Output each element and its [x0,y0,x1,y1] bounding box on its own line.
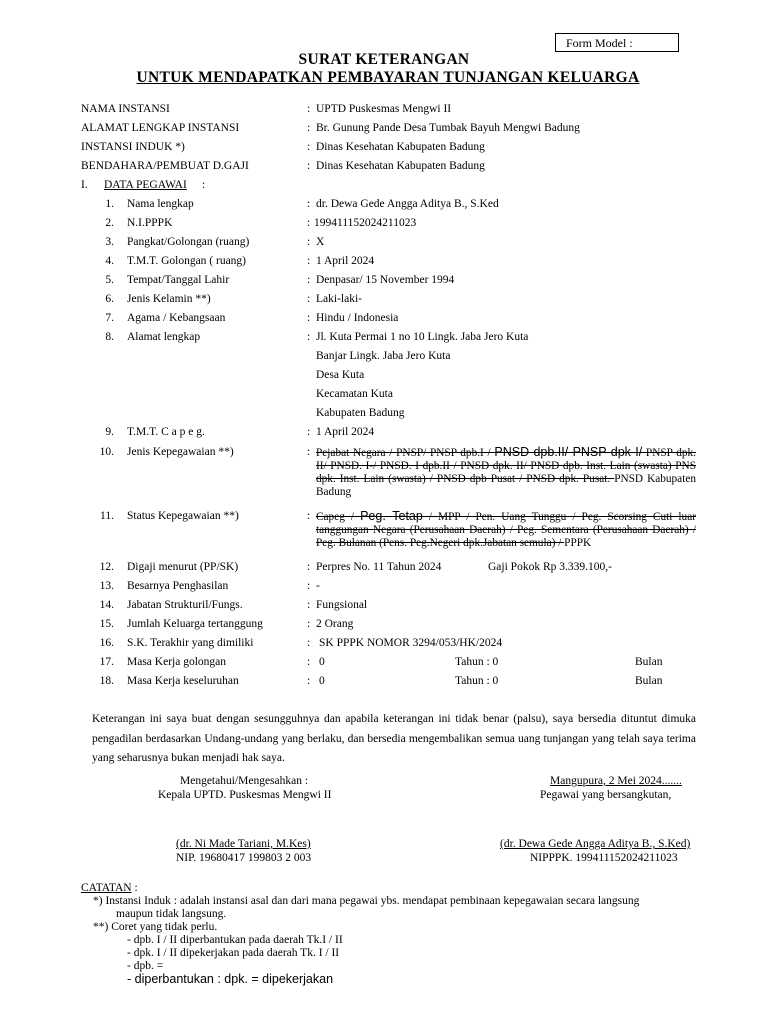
approver-title: Kepala UPTD. Puskesmas Mengwi II [158,789,332,801]
item-number: 9. [105,426,114,438]
colon: : [307,236,311,248]
struck-option: Peg. Tetap [360,509,423,523]
colon: : [307,656,311,668]
colon: : [307,510,311,522]
item-value: Jl. Kuta Permai 1 no 10 Lingk. Jaba Jero Kuta [316,331,529,343]
approver-nip: NIP. 19680417 199803 2 003 [176,852,312,864]
item-number: 3. [105,236,114,248]
years-value: Tahun : 0 [455,675,499,687]
item-value: 2 Orang [316,618,354,630]
header-value: UPTD Puskesmas Mengwi II [316,103,452,115]
statement-paragraph: Keterangan ini saya buat dengan sesungguhnya dan apabila keterangan ini tidak benar (palsu), saya bersedia dituntut dimuka pengadilan berdasarkan Undang-undang yang berlaku, dan bersedia mengembalikan semua uang tunjangan yang telah saya terima yang seharusnya bukan menjadi hak saya. [92,713,696,764]
colon: : [307,217,311,229]
colon: : [307,141,311,153]
header-label: NAMA INSTANSI [81,103,170,115]
months-label: Bulan [635,656,663,668]
item-label: Alamat lengkap [127,331,201,343]
item-value: 1 April 2024 [316,255,375,267]
item-number: 11. [100,510,114,522]
months-label: Bulan [635,675,663,687]
section-title: DATA PEGAWAI [104,179,187,191]
item-number: 14. [99,599,114,611]
place-date-dots: ....... [661,775,682,787]
header-label: ALAMAT LENGKAP INSTANSI [81,122,240,134]
note-list-item: - diperbantukan : dpk. = dipekerjakan [127,972,334,986]
item-label: Masa Kerja keseluruhan [127,675,239,687]
note-list-item: - dpb. I / II diperbantukan pada daerah Tk.I / II [127,934,343,946]
colon: : [307,331,311,343]
form-model-box: Form Model : [555,33,679,52]
item-value: Fungsional [316,599,368,611]
item-number: 7. [105,312,114,324]
struck-option: Pejabat Negara / PNSP/ PNSP dpb.I / [316,447,495,459]
colon: : [307,122,311,134]
address-line: Kabupaten Badung [316,407,405,419]
item-value: Hindu / Indonesia [316,312,399,324]
employment-status-options [316,510,696,550]
item-label: Nama lengkap [127,198,194,210]
item-number: 2. [105,217,114,229]
item-value: 1 April 2024 [316,426,375,438]
colon: : [307,312,311,324]
item-number: 16. [99,637,114,649]
item-label: Agama / Kebangsaan [127,312,226,324]
item-value: X [316,236,325,248]
employment-type-options [316,446,696,499]
colon: : [307,103,311,115]
item-number: 4. [105,255,114,267]
item-label: T.M.T. C a p e g. [127,426,205,438]
item-number: 18. [99,675,114,687]
address-line: Desa Kuta [316,369,365,381]
item-number: 15. [99,618,114,630]
item-number: 5. [105,274,114,286]
employment-type-value: PNSD Kabupaten Badung [316,473,696,498]
approver-name: (dr. Ni Made Tariani, M.Kes) [176,838,311,850]
item-label: Masa Kerja golongan [127,656,226,668]
section-colon: : [202,179,206,191]
notes-title: CATATAN [81,882,132,894]
header-value: Dinas Kesehatan Kabupaten Badung [316,141,485,153]
colon: : [307,446,311,458]
colon: : [307,618,311,630]
item-value: Laki-laki- [316,293,362,305]
note-list-item: - dpb. = [127,960,164,972]
place-date [550,775,682,787]
struck-option: PNSP dpk. II/ PNSD. I-/ PNSD. I dpb.II / PNSD dpk. II/ PNSD dpb. Inst. Lain (swasta) PNS dpk. Inst. Lain (swasta) / PNSD dpb Pusat / PNSD dpk. Pusat. [316,447,696,485]
colon: : [307,599,311,611]
item-value: SK PPPK NOMOR 3294/053/HK/2024 [319,637,503,649]
item-label: S.K. Terakhir yang dimiliki [127,637,254,649]
item-number: 1. [105,198,114,210]
colon: : [307,580,311,592]
place-date-text: Mangupura, 2 Mei 2024 [550,775,662,787]
item-label: Status Kepegawaian **) [127,510,239,522]
note-parent-agency: *) Instansi Induk : adalah instansi asal dan dari mana pegawai ybs. mendapat pembinaan kepegawaian secara langsung [93,895,640,907]
employee-nip: NIPPPK. 199411152024211023 [530,852,678,864]
note-parent-agency-cont: maupun tidak langsung. [116,908,227,920]
note-list-item: - dpk. I / II dipekerjakan pada daerah Tk. I / II [127,947,340,959]
item-number: 10. [99,446,114,458]
colon: : [307,274,311,286]
item-value: dr. Dewa Gede Angga Aditya B., S.Ked [316,198,499,210]
item-label: T.M.T. Golongan ( ruang) [127,255,247,267]
item-label: Besarnya Penghasilan [127,580,229,592]
address-line: Kecamatan Kuta [316,388,393,400]
item-value: Perpres No. 11 Tahun 2024 [316,561,442,573]
item-label: Jenis Kepegawaian **) [127,446,234,458]
approval-label: Mengetahui/Mengesahkan : [180,775,309,787]
item-number: 6. [105,293,114,305]
notes-heading [81,882,138,894]
colon: : [307,293,311,305]
base-salary: Gaji Pokok Rp 3.339.100,- [488,561,612,573]
item-label: N.I.PPPK [127,217,173,229]
employee-signer-title: Pegawai yang bersangkutan, [540,789,672,801]
colon: : [307,561,311,573]
colon: : [307,675,311,687]
item-value: 0 [319,656,325,668]
colon: : [307,160,311,172]
colon: : [307,426,311,438]
colon: : [307,637,311,649]
item-value: Denpasar/ 15 November 1994 [316,274,455,286]
notes-colon: : [131,882,138,894]
item-label: Digaji menurut (PP/SK) [127,561,239,573]
item-number: 12. [99,561,114,573]
header-label: INSTANSI INDUK *) [81,141,185,153]
document-subtitle: UNTUK MENDAPATKAN PEMBAYARAN TUNJANGAN KELUARGA [136,69,640,86]
document-title: SURAT KETERANGAN [298,51,470,68]
item-number: 13. [99,580,114,592]
item-value: 0 [319,675,325,687]
header-value: Dinas Kesehatan Kabupaten Badung [316,160,485,172]
item-number: 17. [99,656,114,668]
item-value: - [316,580,320,592]
struck-option: Capeg / [316,511,361,523]
colon: : [307,255,311,267]
employment-status-value: PPPK [564,537,592,549]
struck-option: / MPP / Pen. Uang Tunggu / Peg. Scorsing Cuti luar tanggungan Negara (Perusahaan Daerah) / Peg. Sementara (Perusahaan Daerah) / Peg. Bulanan (Pens. Peg.Negeri dpk.Jabatan semula) / [316,511,696,549]
item-label: Jenis Kelamin **) [127,293,211,305]
item-value: 199411152024211023 [314,217,417,229]
header-label: BENDAHARA/PEMBUAT D.GAJI [81,160,249,172]
colon: : [307,198,311,210]
note-strike-out: **) Coret yang tidak perlu. [93,921,218,933]
section-number: I. [81,179,88,191]
years-value: Tahun : 0 [455,656,499,668]
struck-option: PNSD dpb.II/ PNSP dpk I/ [494,445,643,459]
item-label: Pangkat/Golongan (ruang) [127,236,250,248]
item-label: Tempat/Tanggal Lahir [127,274,230,286]
address-line: Banjar Lingk. Jaba Jero Kuta [316,350,451,362]
item-label: Jabatan Strukturil/Fungs. [127,599,243,611]
employee-name: (dr. Dewa Gede Angga Aditya B., S.Ked) [500,838,691,850]
item-number: 8. [105,331,114,343]
item-label: Jumlah Keluarga tertanggung [127,618,263,630]
header-value: Br. Gunung Pande Desa Tumbak Bayuh Mengwi Badung [316,122,580,134]
